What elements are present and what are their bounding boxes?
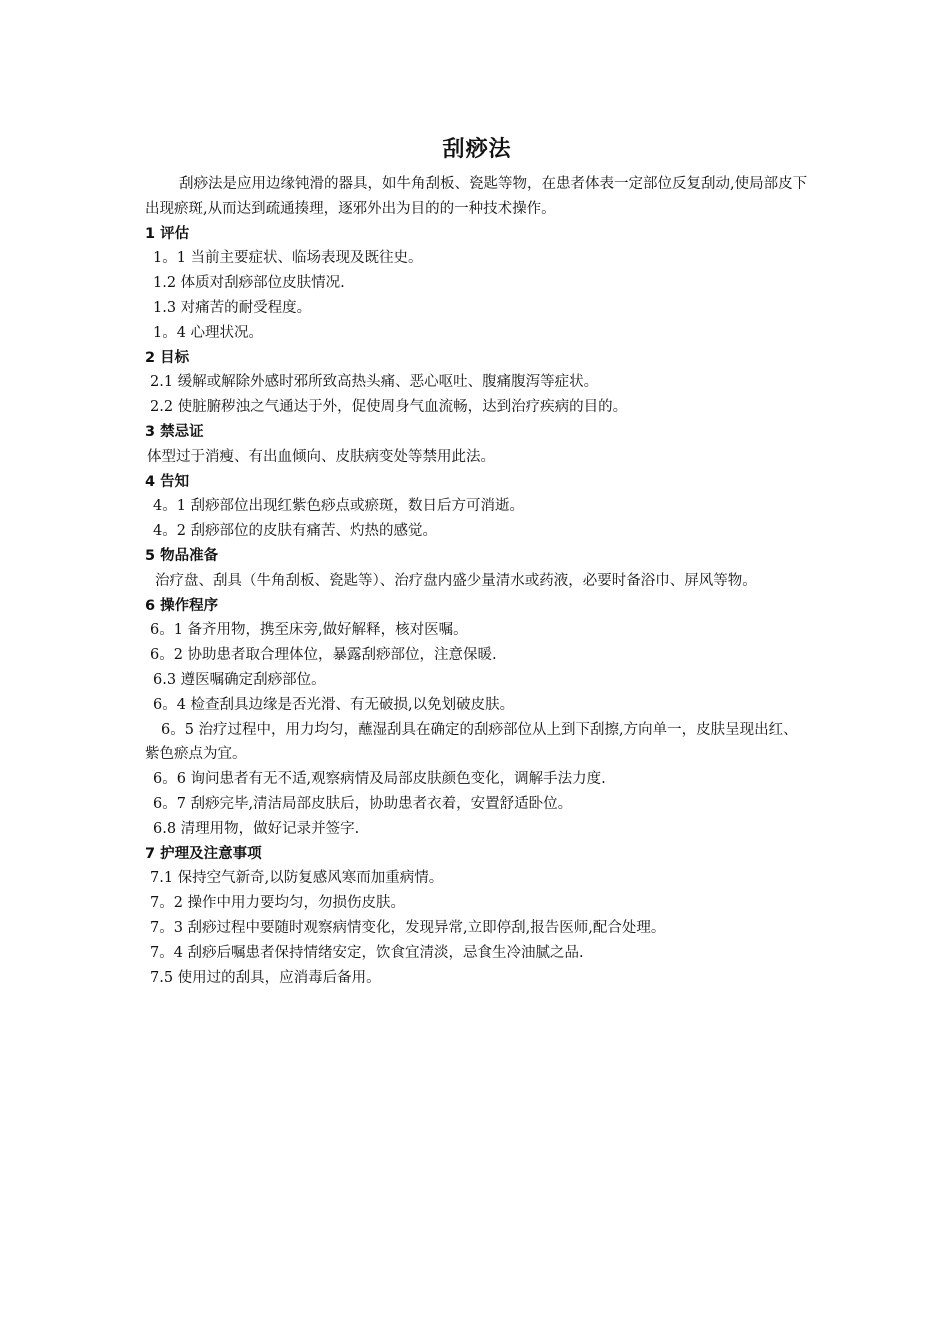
section-heading: 6 操作程序: [145, 597, 219, 614]
section-item: 7。3 刮痧过程中要随时观察病情变化，发现异常,立即停刮,报告医师,配合处理。: [150, 919, 666, 936]
section-notification: [145, 470, 809, 544]
section-item: 7。4 刮痧后嘱患者保持情绪安定，饮食宜清淡，忌食生冷油腻之品.: [150, 944, 584, 961]
section-procedure: [145, 594, 809, 842]
section-item: 7.5 使用过的刮具，应消毒后备用。: [150, 969, 381, 986]
document-body: [145, 134, 809, 990]
section-contraindications: [145, 420, 809, 470]
section-item: 1。1 当前主要症状、临场表现及既往史。: [153, 250, 423, 267]
section-heading: 1 评估: [145, 225, 190, 242]
section-heading: 4 告知: [145, 473, 190, 490]
section-item: 2.2 使脏腑秽浊之气通达于外，促使周身气血流畅，达到治疗疾病的目的。: [150, 399, 628, 416]
section-item: 6。7 刮痧完毕,清洁局部皮肤后，协助患者衣着，安置舒适卧位。: [153, 795, 573, 812]
section-item: 1。4 心理状况。: [153, 324, 264, 341]
document-title: 刮痧法: [442, 137, 512, 162]
section-item: 4。2 刮痧部位的皮肤有痛苦、灼热的感觉。: [153, 523, 438, 540]
section-nursing-notes: [145, 842, 809, 991]
section-item: 6。6 询问患者有无不适,观察病情及局部皮肤颜色变化，调解手法力度.: [153, 771, 606, 788]
section-item: 6。2 协助患者取合理体位，暴露刮痧部位，注意保暖.: [150, 647, 497, 664]
section-item: 6.3 遵医嘱确定刮痧部位。: [153, 671, 326, 688]
section-goals: [145, 346, 809, 420]
section-heading: 7 护理及注意事项: [145, 845, 262, 862]
section-item: 6.8 清理用物，做好记录并签字.: [153, 820, 360, 837]
section-supplies: [145, 544, 809, 594]
section-item: 治疗盘、刮具（牛角刮板、瓷匙等）、治疗盘内盛少量清水或药液，必要时备浴巾、屏风等物。: [155, 572, 757, 589]
section-assessment: [145, 222, 809, 346]
section-item: 2.1 缓解或解除外感时邪所致高热头痛、恶心呕吐、腹痛腹泻等症状。: [150, 374, 599, 391]
section-item: 7.1 保持空气新奇,以防复感风寒而加重病情。: [150, 870, 444, 887]
section-heading: 5 物品准备: [145, 547, 219, 564]
section-item: 6。5 治疗过程中，用力均匀，蘸湿刮具在确定的刮痧部位从上到下刮擦,方向单一，皮肤呈现出红、紫色瘀点为宜。: [145, 721, 798, 763]
intro-paragraph: 刮痧法是应用边缘钝滑的器具，如牛角刮板、瓷匙等物，在患者体表一定部位反复刮动,使局部皮下出现瘀斑,从而达到疏通揍理，逐邪外出为目的的一种技术操作。: [145, 176, 808, 217]
section-item: 6。4 检查刮具边缘是否光滑、有无破损,以免划破皮肤。: [153, 696, 515, 713]
section-item: 6。1 备齐用物，携至床旁,做好解释，核对医嘱。: [150, 622, 468, 639]
section-item: 体型过于消瘦、有出血倾向、皮肤病变处等禁用此法。: [147, 448, 495, 465]
section-heading: 3 禁忌证: [145, 423, 204, 440]
section-item: 1.2 体质对刮痧部位皮肤情况.: [153, 275, 345, 292]
section-item: 1.3 对痛苦的耐受程度。: [153, 299, 312, 316]
section-item: 4。1 刮痧部位出现红紫色痧点或瘀斑，数日后方可消逝。: [153, 498, 525, 515]
section-item: 7。2 操作中用力要均匀，勿损伤皮肤。: [150, 895, 406, 912]
section-heading: 2 目标: [145, 349, 190, 366]
